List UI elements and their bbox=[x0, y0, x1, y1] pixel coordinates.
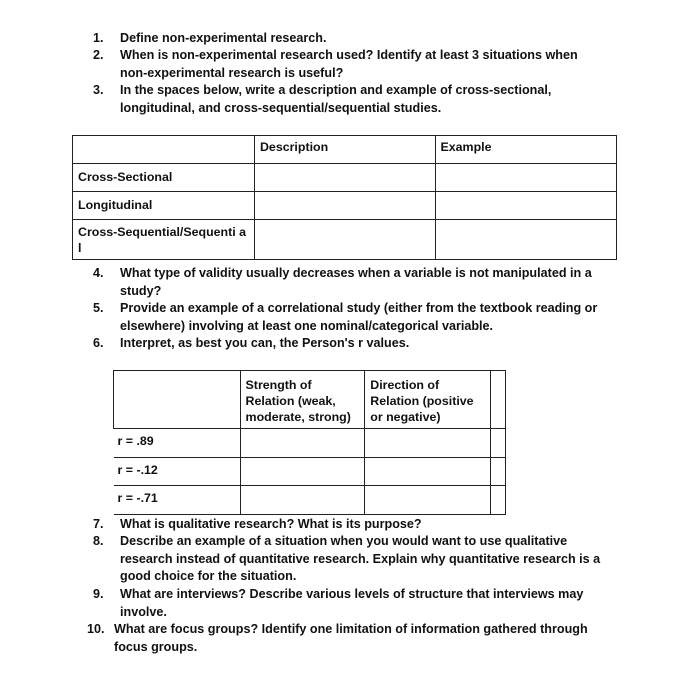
question-text: What is qualitative research? What is its purpose? bbox=[120, 517, 422, 531]
answer-cell[interactable] bbox=[491, 429, 506, 458]
question-text: longitudinal, and cross-sequential/sequential studies. bbox=[120, 100, 442, 115]
question-text: Describe an example of a situation when you would want to use qualitative bbox=[120, 534, 568, 548]
row-label: r = .89 bbox=[114, 429, 241, 458]
question-text: When is non-experimental research used? Identify at least 3 situations when bbox=[120, 48, 578, 62]
table-header-cell: Direction of Relation (positive or negative) bbox=[365, 371, 491, 429]
answer-cell[interactable] bbox=[365, 458, 491, 486]
question-number: 5. bbox=[93, 301, 104, 315]
question-number: 4. bbox=[93, 266, 104, 280]
answer-cell[interactable] bbox=[254, 164, 435, 192]
row-label: Longitudinal bbox=[73, 192, 255, 220]
question-text: non-experimental research is useful? bbox=[120, 65, 344, 80]
answer-cell[interactable] bbox=[240, 429, 365, 458]
question-number: 1. bbox=[93, 31, 104, 45]
table-header-cell bbox=[73, 136, 255, 164]
question-number: 8. bbox=[93, 534, 104, 548]
answer-cell[interactable] bbox=[491, 486, 506, 515]
pearson-r-table bbox=[113, 370, 506, 515]
answer-cell[interactable] bbox=[254, 192, 435, 220]
question-text: good choice for the situation. bbox=[120, 569, 297, 583]
table-row bbox=[73, 164, 617, 192]
table-row bbox=[114, 429, 506, 458]
table-header-cell bbox=[491, 371, 506, 429]
answer-cell[interactable] bbox=[365, 486, 491, 515]
question-number: 6. bbox=[93, 336, 104, 350]
answer-cell[interactable] bbox=[365, 429, 491, 458]
table-row bbox=[114, 458, 506, 486]
question-text: What are interviews? Describe various levels of structure that interviews may bbox=[120, 587, 584, 601]
question-text: In the spaces below, write a description and example of cross-sectional, bbox=[120, 83, 552, 97]
table-header-cell: Description bbox=[254, 136, 435, 164]
answer-cell[interactable] bbox=[240, 486, 365, 515]
answer-cell[interactable] bbox=[240, 458, 365, 486]
row-label: Cross-Sequential/Sequenti al bbox=[73, 220, 255, 260]
question-text: What type of validity usually decreases when a variable is not manipulated in a bbox=[120, 266, 592, 280]
question-text: Provide an example of a correlational study (either from the textbook reading or bbox=[120, 301, 598, 315]
table-header-row bbox=[73, 136, 617, 164]
table-row bbox=[114, 486, 506, 515]
answer-cell[interactable] bbox=[435, 164, 616, 192]
question-number: 2. bbox=[93, 48, 104, 62]
table-header-cell bbox=[114, 371, 241, 429]
question-number: 9. bbox=[93, 587, 104, 601]
table-row bbox=[73, 220, 617, 260]
question-text: What are focus groups? Identify one limitation of information gathered through bbox=[114, 622, 588, 636]
question-text: research instead of quantitative research. Explain why quantitative research is a bbox=[120, 551, 601, 566]
answer-cell[interactable] bbox=[491, 458, 506, 486]
answer-cell[interactable] bbox=[435, 220, 616, 260]
table-header-cell: Strength of Relation (weak, moderate, strong) bbox=[240, 371, 365, 429]
row-label: Cross-Sectional bbox=[73, 164, 255, 192]
question-text: Interpret, as best you can, the Person's r values. bbox=[120, 336, 410, 350]
table-header-cell: Example bbox=[435, 136, 616, 164]
table-row bbox=[73, 192, 617, 220]
question-text: elsewhere) involving at least one nominal/categorical variable. bbox=[120, 318, 494, 333]
study-design-table bbox=[72, 135, 617, 260]
question-text: study? bbox=[120, 283, 162, 298]
answer-cell[interactable] bbox=[254, 220, 435, 260]
question-number: 10. bbox=[87, 622, 105, 636]
question-text: Define non-experimental research. bbox=[120, 31, 327, 45]
table-header-row bbox=[114, 371, 506, 429]
answer-cell[interactable] bbox=[435, 192, 616, 220]
row-label: r = -.12 bbox=[114, 458, 241, 486]
question-text: focus groups. bbox=[114, 639, 198, 654]
row-label: r = -.71 bbox=[114, 486, 241, 515]
question-number: 7. bbox=[93, 517, 104, 531]
question-number: 3. bbox=[93, 83, 104, 97]
question-text: involve. bbox=[120, 604, 167, 619]
